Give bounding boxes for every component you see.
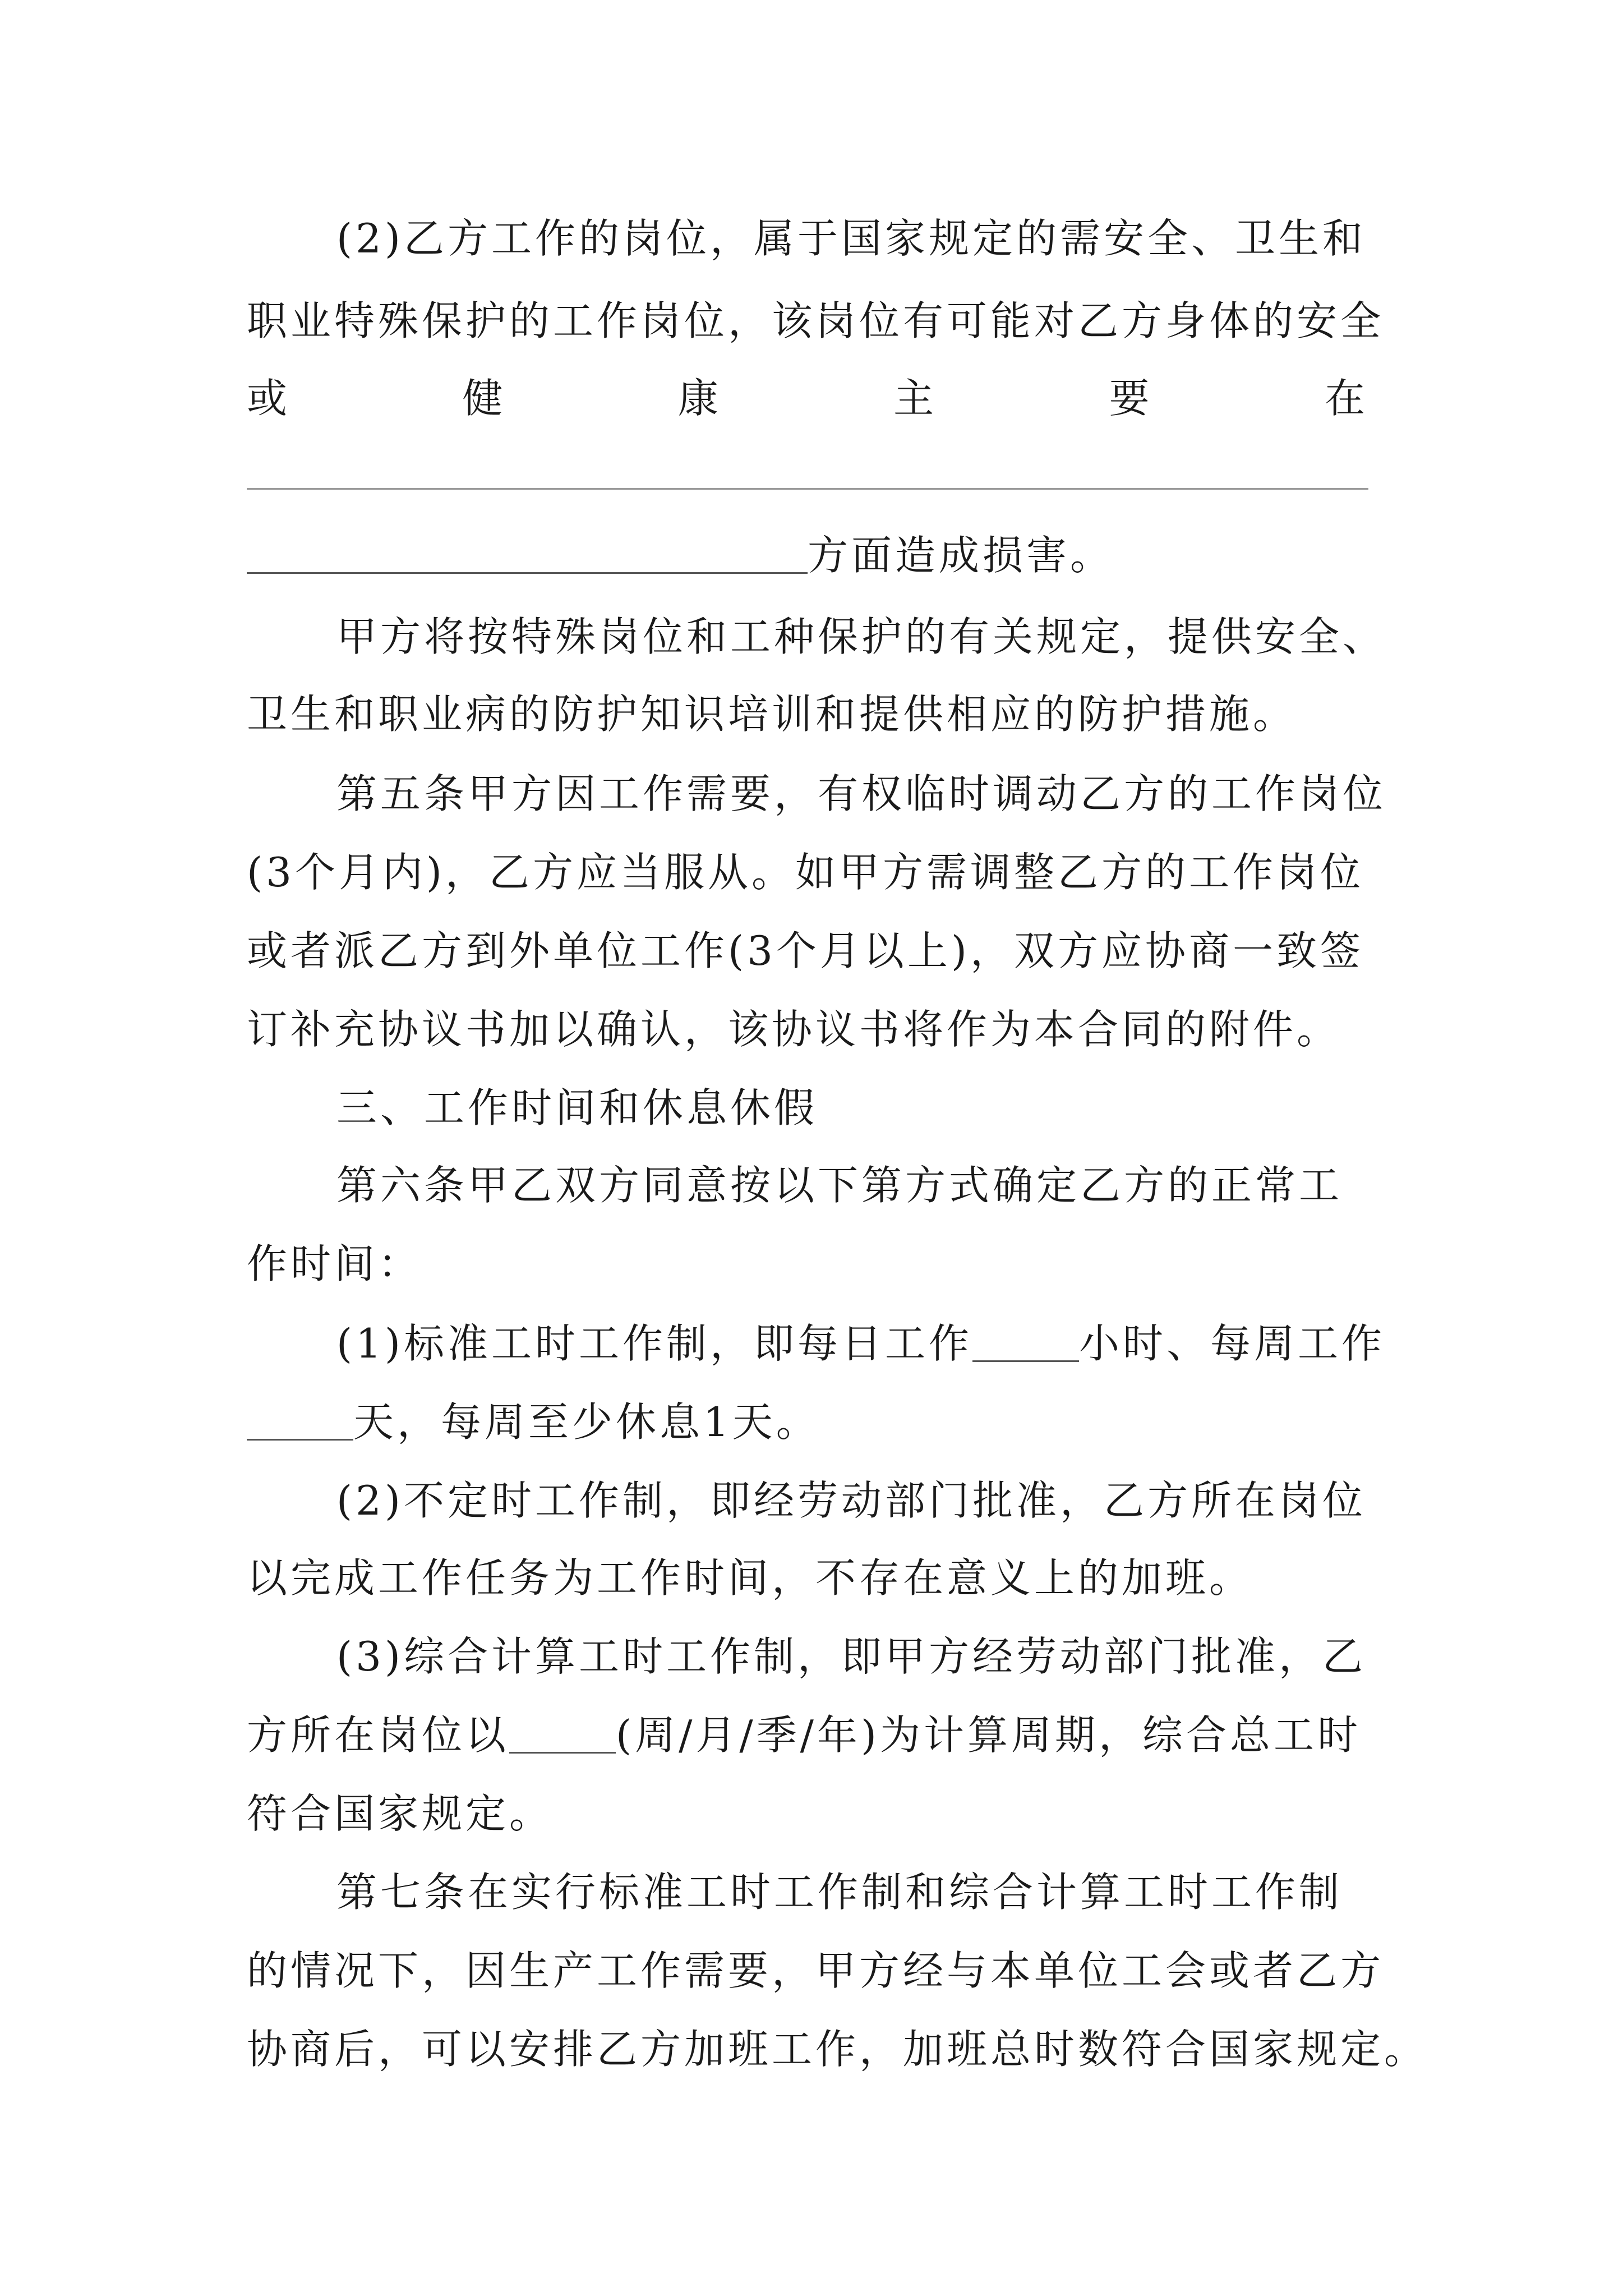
article-6-option-2-line-1: (2)不定时工作制，即经劳动部门批准，乙方所在岗位 [336,1477,1366,1524]
article-6-option-3-line-3: 符合国家规定。 [247,1790,554,1837]
protection-line-2: 卫生和职业病的防护知识培训和提供相应的防护措施。 [247,691,1297,738]
article-6-option-3-line-1: (3)综合计算工时工作制，即甲方经劳动部门批准，乙 [336,1633,1366,1680]
protection-line-1: 甲方将按特殊岗位和工种保护的有关规定，提供安全、 [336,613,1387,660]
section-3-heading: 三、工作时间和休息休假 [336,1084,818,1131]
article-5-line-1: 第五条甲方因工作需要，有权临时调动乙方的工作岗位 [336,770,1387,817]
option-1-text-a: (1)标准工时工作制，即每日工作 [336,1320,972,1367]
article-7-line-1: 第七条在实行标准工时工作制和综合计算工时工作制 [336,1869,1343,1916]
option-1-text-c: 天，每周至少休息1天。 [353,1398,820,1446]
hours-per-day-blank [972,1315,1079,1362]
spread-char: 主 [893,375,938,422]
days-per-week-blank [247,1394,353,1441]
spread-char: 要 [1109,375,1153,422]
clause-2-line-1: (2)乙方工作的岗位，属于国家规定的需安全、卫生和 [336,215,1366,262]
option-3-text-b: (周/月/季/年)为计算周期，综合总工时 [616,1711,1361,1759]
article-6-option-1-line-2 [247,1394,1380,1450]
article-7-line-3: 协商后，可以安排乙方加班工作，加班总时数符合国家规定。 [247,2026,1428,2073]
spread-char: 健 [462,375,506,422]
spread-char: 在 [1324,375,1368,422]
clause-2-line-5 [247,527,1380,583]
clause-2-line-3 [247,370,1368,426]
article-5-line-3: 或者派乙方到外单位工作(3个月以上)，双方应协商一致签 [247,927,1364,974]
article-7-line-2: 的情况下，因生产工作需要，甲方经与本单位工会或者乙方 [247,1947,1385,1994]
article-6-option-2-line-2: 以完成工作任务为工作时间，不存在意义上的加班。 [247,1554,1253,1602]
fill-in-blank [247,527,808,574]
option-1-text-b: 小时、每周工作 [1079,1320,1386,1367]
article-6-line-2: 作时间： [247,1240,422,1287]
option-3-text-a: 方所在岗位以 [247,1711,510,1759]
article-6-line-1: 第六条甲乙双方同意按以下第方式确定乙方的正常工 [336,1162,1343,1209]
article-6-option-1-line-1 [336,1315,1386,1372]
period-blank [509,1707,616,1754]
fill-in-blank-line [247,488,1368,490]
clause-2-line-5-text: 方面造成损害。 [808,532,1114,579]
article-6-option-3-line-2 [247,1707,1380,1763]
article-5-line-2: (3个月内)，乙方应当服从。如甲方需调整乙方的工作岗位 [247,849,1364,896]
spread-char: 康 [677,375,722,422]
spread-char: 或 [247,375,291,422]
article-5-line-4: 订补充协议书加以确认，该协议书将作为本合同的附件。 [247,1006,1341,1053]
clause-2-line-2: 职业特殊保护的工作岗位，该岗位有可能对乙方身体的安全 [247,297,1385,344]
